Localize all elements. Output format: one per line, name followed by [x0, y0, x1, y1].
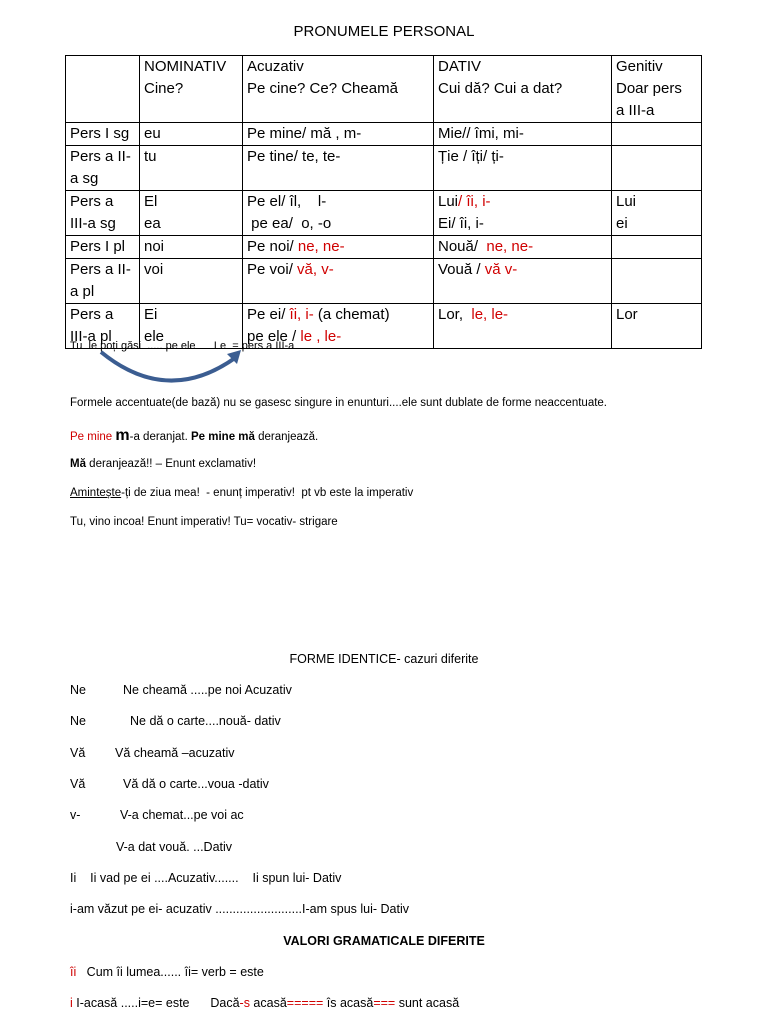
cell-segment: (a chemat) — [313, 306, 390, 323]
header-line: Doar pers — [616, 80, 682, 97]
cell-segment-red: vă v- — [484, 261, 518, 278]
cell-segment-red: le, le- — [471, 306, 509, 323]
table-header-row — [66, 56, 702, 123]
nominativ-cell — [140, 236, 243, 259]
forme-key: Vă — [70, 777, 86, 791]
cell-segment: Pe noi/ — [247, 238, 298, 255]
text-red: i — [70, 996, 73, 1010]
dativ-cell — [434, 191, 612, 236]
cell-text: Pers a II- — [70, 148, 131, 165]
cell-text: eu — [144, 125, 161, 142]
genitiv-cell — [612, 236, 702, 259]
person-cell — [66, 123, 140, 146]
genitiv-cell — [612, 123, 702, 146]
nominativ-cell — [140, 123, 243, 146]
cell-text: Pers I sg — [70, 125, 130, 142]
text-bold: Pe mine mă — [191, 431, 255, 443]
paragraph — [70, 996, 459, 1010]
cell-text: Pe tine/ te, te- — [247, 148, 341, 165]
cell-text: Pers a II- — [70, 261, 131, 278]
cell-text: Ei — [144, 306, 158, 323]
cell-text — [438, 191, 607, 213]
section-title: VALORI GRAMATICALE DIFERITE — [283, 934, 485, 948]
text-red: Pe mine — [70, 431, 116, 443]
pronoun-table — [65, 55, 702, 349]
text-underlined: Amintește — [70, 487, 122, 499]
cell-text: pe ea/ o, -o — [247, 215, 332, 232]
cell-text: Pe el/ îl, l- — [247, 193, 327, 210]
forme-key: Ne — [70, 683, 86, 697]
header-cell — [612, 56, 702, 123]
cell-text — [247, 259, 429, 281]
forme-key: v- — [70, 808, 81, 822]
text: -ți de ziua mea! - enunț imperativ! pt vb este la imperativ — [121, 487, 414, 499]
nominativ-cell — [140, 191, 243, 236]
paragraph — [70, 458, 256, 470]
page-title: PRONUMELE PERSONAL — [293, 23, 475, 40]
cell-segment-red: ne, ne- — [486, 238, 534, 255]
cell-text: Lui — [616, 193, 637, 210]
header-cell — [66, 56, 140, 123]
cell-text: III-a pl — [70, 328, 112, 345]
forme-text: V-a chemat...pe voi ac — [120, 808, 244, 822]
cell-text: ei — [616, 215, 628, 232]
table-row — [66, 123, 702, 146]
text: sunt acasă — [395, 996, 460, 1010]
text: acasă — [249, 996, 287, 1010]
text-bold: m — [115, 427, 130, 444]
header-line: a III-a — [616, 102, 655, 119]
forme-text: Vă dă o carte...voua -dativ — [123, 777, 269, 791]
table-row — [66, 146, 702, 191]
header-line: DATIV — [438, 58, 482, 75]
text-red: îi — [70, 965, 77, 979]
cell-segment: Pe ei/ — [247, 306, 290, 323]
text: I-acasă .....i=e= este Dacă — [72, 996, 240, 1010]
person-cell — [66, 236, 140, 259]
forme-key: Ne — [70, 714, 86, 728]
cell-text: voi — [144, 261, 164, 278]
text-red: -s — [239, 996, 250, 1010]
acuzativ-cell — [243, 191, 434, 236]
cell-text: Pers a — [70, 193, 114, 210]
cell-segment-red: vă, v- — [297, 261, 334, 278]
header-line: Acuzativ — [247, 58, 304, 75]
paragraph: Ii Ii vad pe ei ....Acuzativ....... Ii spun lui- Dativ — [70, 871, 342, 885]
cell-text: Ție / îți/ ți- — [438, 148, 504, 165]
curved-arrow-icon — [95, 346, 245, 386]
header-line: NOMINATIV — [144, 58, 227, 75]
cell-segment-red: le , le- — [300, 328, 342, 345]
paragraph — [70, 965, 264, 979]
cell-text: III-a sg — [70, 215, 116, 232]
acuzativ-cell — [243, 259, 434, 304]
cell-segment: Nouă/ — [438, 238, 487, 255]
cell-segment-red: îi, i- — [289, 306, 314, 323]
text: deranjează. — [254, 431, 319, 443]
acuzativ-cell — [243, 123, 434, 146]
cell-text: Lor — [616, 306, 638, 323]
forme-text: V-a dat vouă. ...Dativ — [116, 840, 233, 854]
text-bold: Mă — [70, 458, 86, 470]
forme-text: Ne dă o carte....nouă- dativ — [130, 714, 281, 728]
dativ-cell — [434, 259, 612, 304]
paragraph: Formele accentuate(de bază) nu se gasesc singure in enunturi....ele sunt dublate de forme neaccentuate. — [70, 397, 607, 409]
nominativ-cell — [140, 259, 243, 304]
header-line: Pe cine? Ce? Cheamă — [247, 80, 398, 97]
header-cell — [140, 56, 243, 123]
text: îs acasă — [323, 996, 374, 1010]
paragraph — [70, 427, 318, 445]
genitiv-cell — [612, 191, 702, 236]
dativ-cell — [434, 304, 612, 349]
forme-text: Ne cheamă .....pe noi Acuzativ — [123, 683, 292, 697]
header-cell — [243, 56, 434, 123]
cell-text: a sg — [70, 170, 99, 187]
section-title: FORME IDENTICE- cazuri diferite — [289, 652, 479, 666]
person-cell — [66, 259, 140, 304]
text-red: === — [373, 996, 396, 1010]
table-row — [66, 191, 702, 236]
cell-segment-red: ne, ne- — [297, 238, 345, 255]
dativ-cell — [434, 123, 612, 146]
person-cell — [66, 146, 140, 191]
text-red: ===== — [286, 996, 324, 1010]
header-line: Cui dă? Cui a dat? — [438, 80, 563, 97]
cell-text: noi — [144, 238, 165, 255]
paragraph: i-am văzut pe ei- acuzativ .........................I-am spus lui- Dativ — [70, 902, 409, 916]
cell-segment: Pe voi/ — [247, 261, 298, 278]
header-cell — [434, 56, 612, 123]
cell-text: ea — [144, 215, 161, 232]
cell-text — [247, 236, 429, 258]
nominativ-cell — [140, 146, 243, 191]
paragraph: Tu, vino incoa! Enunt imperativ! Tu= vocativ- strigare — [70, 516, 338, 528]
text: Cum îi lumea...... îi= verb = este — [76, 965, 264, 979]
forme-text: Vă cheamă –acuzativ — [115, 746, 235, 760]
cell-text: tu — [144, 148, 157, 165]
cell-text: ele — [144, 328, 165, 345]
header-line: Cine? — [144, 80, 184, 97]
cell-text: a pl — [70, 283, 95, 300]
cell-segment-red: / îi, i- — [458, 193, 491, 210]
cell-text — [247, 304, 429, 326]
header-line: Genitiv — [616, 58, 663, 75]
dativ-cell — [434, 146, 612, 191]
cell-text: Pe mine/ mă , m- — [247, 125, 362, 142]
text: -a deranjat. — [129, 431, 191, 443]
dativ-cell — [434, 236, 612, 259]
cell-segment: Vouă / — [438, 261, 485, 278]
cell-text: Ei/ îi, i- — [438, 215, 484, 232]
genitiv-cell — [612, 146, 702, 191]
table-note: Tu le poți găsi ..... pe ele Le = pers a III-a — [70, 340, 295, 352]
acuzativ-cell — [243, 146, 434, 191]
genitiv-cell — [612, 259, 702, 304]
table-row — [66, 236, 702, 259]
paragraph — [70, 487, 413, 499]
acuzativ-cell — [243, 236, 434, 259]
cell-segment: Lor, — [438, 306, 472, 323]
cell-text — [438, 304, 607, 326]
cell-text — [438, 236, 607, 258]
cell-segment: pe ele / — [247, 328, 301, 345]
genitiv-cell — [612, 304, 702, 349]
cell-segment: Lui — [438, 193, 459, 210]
cell-text: El — [144, 193, 158, 210]
text: deranjează!! – Enunt exclamativ! — [85, 458, 257, 470]
cell-text: Pers I pl — [70, 238, 126, 255]
forme-key: Vă — [70, 746, 86, 760]
table-row — [66, 259, 702, 304]
cell-text — [438, 259, 607, 281]
person-cell — [66, 191, 140, 236]
cell-text: Pers a — [70, 306, 114, 323]
cell-text: Mie// îmi, mi- — [438, 125, 524, 142]
